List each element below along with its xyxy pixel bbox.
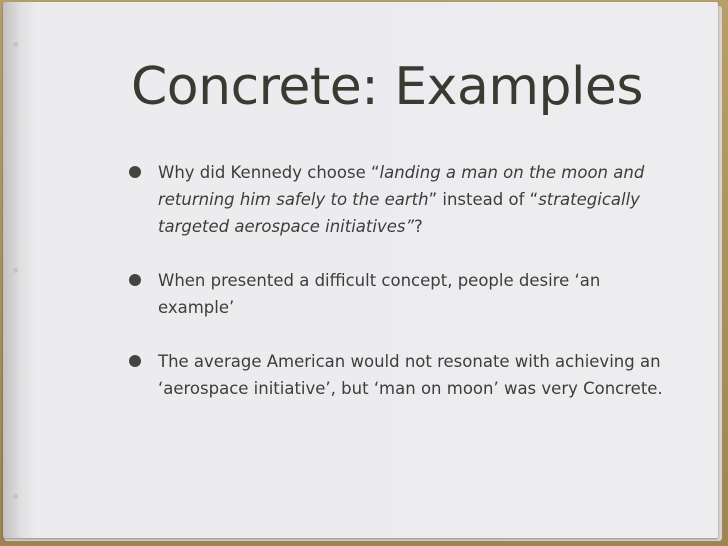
- bullet-item: [129, 348, 669, 402]
- binder-hole: [13, 42, 18, 47]
- bullet-text-part: ” instead of “: [428, 190, 539, 209]
- bullet-text-part: When presented a difficult concept, people desire ‘an example’: [158, 271, 601, 317]
- bullet-text-part: ?: [414, 217, 423, 236]
- bullet-text-part-italic: strategically targeted aerospace initiatives”: [158, 190, 640, 236]
- bullet-dot-icon: [129, 355, 141, 367]
- slide-page: [3, 2, 718, 538]
- bullet-list: [129, 159, 669, 429]
- bullet-item: [129, 159, 669, 240]
- bullet-item: [129, 267, 669, 321]
- bullet-text-part: Why did Kennedy choose “: [158, 163, 380, 182]
- slide-title: Concrete: Examples: [131, 57, 644, 117]
- binder-hole: [13, 268, 18, 273]
- binder-hole: [13, 494, 18, 499]
- bullet-dot-icon: [129, 274, 141, 286]
- bullet-dot-icon: [129, 166, 141, 178]
- bullet-text-part-italic: landing a man on the moon and returning him safely to the earth: [158, 163, 645, 209]
- binding-shadow: [3, 2, 37, 538]
- bullet-text-part: The average American would not resonate with achieving an ‘aerospace initiative’, but ‘man on moon’ was very Concrete.: [158, 352, 663, 398]
